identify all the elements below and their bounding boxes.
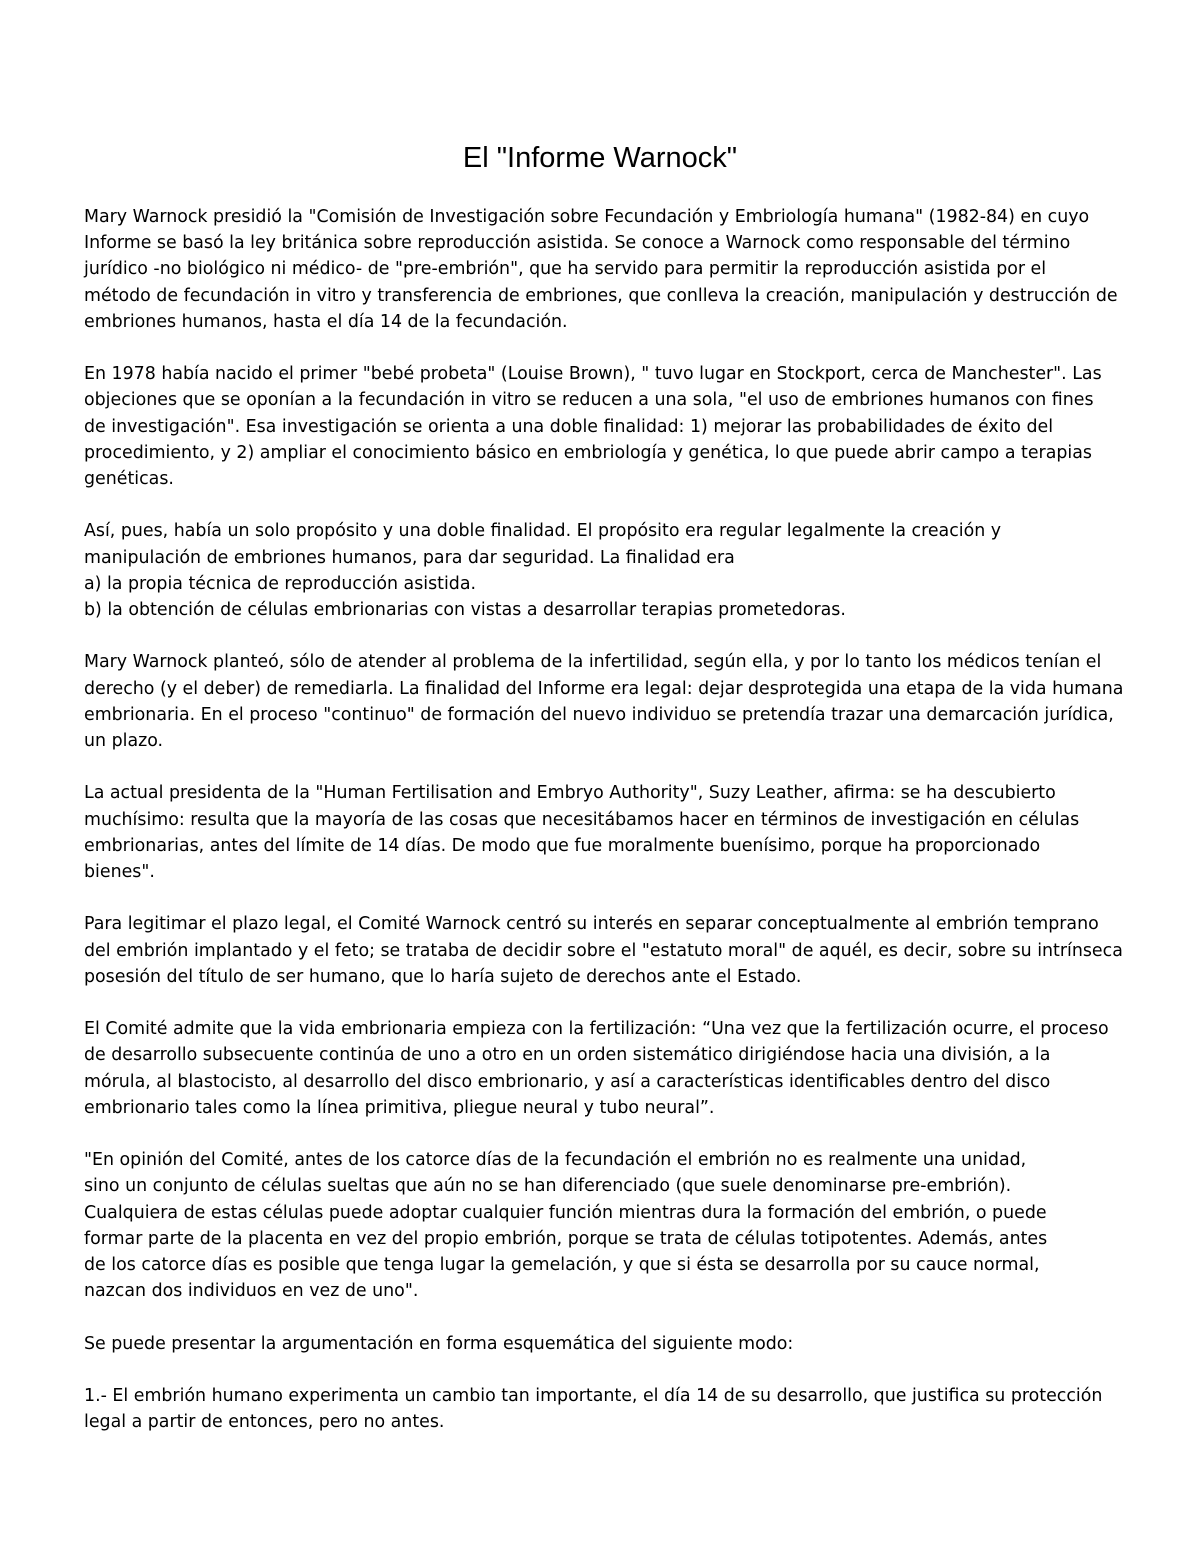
paragraph-line: "En opinión del Comité, antes de los catorce días de la fecundación el embrión no es realmente una unidad, [84, 1150, 1027, 1171]
paragraph-line: método de fecundación in vitro y transferencia de embriones, que conlleva la creación, manipulación y destrucción de [84, 285, 1118, 306]
paragraph-line: manipulación de embriones humanos, para dar seguridad. La finalidad era [84, 547, 735, 568]
paragraph-line: de desarrollo subsecuente continúa de uno a otro en un orden sistemático dirigiéndose hacia una división, a la [84, 1045, 1051, 1066]
paragraph-4 [84, 649, 1129, 754]
paragraph-1 [84, 204, 1129, 335]
paragraph-line: Mary Warnock planteó, sólo de atender al problema de la infertilidad, según ella, y por lo tanto los médicos tenían el [84, 652, 1102, 673]
paragraph-line: mórula, al blastocisto, al desarrollo del disco embrionario, y así a características identificables dentro del disco [84, 1071, 1051, 1092]
paragraph-line: muchísimo: resulta que la mayoría de las cosas que necesitábamos hacer en términos de investigación en células [84, 809, 1080, 830]
paragraph-line: a) la propia técnica de reproducción asistida. [84, 573, 477, 594]
paragraph-line: derecho (y el deber) de remediarla. La finalidad del Informe era legal: dejar desprotegida una etapa de la vida humana [84, 678, 1124, 699]
paragraph-10 [84, 1383, 1129, 1435]
paragraph-line: embrionarias, antes del límite de 14 días. De modo que fue moralmente buenísimo, porque ha proporcionado [84, 835, 1041, 856]
paragraph-line: Así, pues, había un solo propósito y una doble finalidad. El propósito era regular legalmente la creación y [84, 521, 1002, 542]
paragraph-line: La actual presidenta de la "Human Fertilisation and Embryo Authority", Suzy Leather, afirma: se ha descubierto [84, 783, 1056, 804]
paragraph-line: genéticas. [84, 469, 174, 490]
paragraph-line: de investigación". Esa investigación se orienta a una doble finalidad: 1) mejorar las probabilidades de éxito del [84, 416, 1054, 437]
paragraph-line: embriones humanos, hasta el día 14 de la fecundación. [84, 311, 568, 332]
document-title: El "Informe Warnock" [462, 142, 738, 174]
paragraph-line: posesión del título de ser humano, que lo haría sujeto de derechos ante el Estado. [84, 966, 802, 987]
paragraph-line: bienes". [84, 862, 155, 883]
paragraph-line: Informe se basó la ley británica sobre reproducción asistida. Se conoce a Warnock como responsable del término [84, 233, 1071, 254]
paragraph-line: un plazo. [84, 731, 164, 752]
paragraph-5 [84, 780, 1129, 885]
document-body [84, 204, 1129, 1462]
paragraph-line: Para legitimar el plazo legal, el Comité Warnock centró su interés en separar conceptualmente al embrión temprano [84, 914, 1099, 935]
paragraph-line: de los catorce días es posible que tenga lugar la gemelación, y que si ésta se desarrolla por su cauce normal, [84, 1255, 1040, 1276]
paragraph-line: procedimiento, y 2) ampliar el conocimiento básico en embriología y genética, lo que puede abrir campo a terapias [84, 442, 1092, 463]
paragraph-8 [84, 1147, 1129, 1304]
paragraph-3 [84, 518, 1129, 623]
paragraph-line: Cualquiera de estas células puede adoptar cualquier función mientras dura la formación del embrión, o puede [84, 1202, 1047, 1223]
paragraph-6 [84, 911, 1129, 990]
paragraph-line: objeciones que se oponían a la fecundación in vitro se reducen a una sola, "el uso de embriones humanos con fines [84, 390, 1094, 411]
paragraph-line: Mary Warnock presidió la "Comisión de Investigación sobre Fecundación y Embriología humana" (1982-84) en cuyo [84, 207, 1090, 227]
paragraph-line: formar parte de la placenta en vez del propio embrión, porque se trata de células totipotentes. Además, antes [84, 1228, 1048, 1249]
paragraph-2 [84, 361, 1129, 492]
paragraph-line: jurídico -no biológico ni médico- de "pre-embrión", que ha servido para permitir la reproducción asistida por el [84, 259, 1047, 280]
paragraph-line: nazcan dos individuos en vez de uno". [84, 1281, 419, 1302]
paragraph-line: El Comité admite que la vida embrionaria empieza con la fertilización: “Una vez que la fertilización ocurre, el proceso [84, 1019, 1109, 1040]
paragraph-line: En 1978 había nacido el primer "bebé probeta" (Louise Brown), " tuvo lugar en Stockport, cerca de Manchester". Las [84, 364, 1102, 385]
paragraph-9 [84, 1331, 1129, 1357]
paragraph-line: legal a partir de entonces, pero no antes. [84, 1412, 445, 1433]
paragraph-7 [84, 1016, 1129, 1121]
paragraph-line: del embrión implantado y el feto; se trataba de decidir sobre el "estatuto moral" de aquél, es decir, sobre su intrínseca [84, 940, 1123, 961]
paragraph-line: Se puede presentar la argumentación en forma esquemática del siguiente modo: [84, 1333, 794, 1354]
paragraph-line: b) la obtención de células embrionarias con vistas a desarrollar terapias prometedoras. [84, 600, 846, 621]
paragraph-line: sino un conjunto de células sueltas que aún no se han diferenciado (que suele denominarse pre-embrión). [84, 1176, 1012, 1197]
paragraph-line: embrionario tales como la línea primitiva, pliegue neural y tubo neural”. [84, 1097, 715, 1118]
paragraph-line: embrionaria. En el proceso "continuo" de formación del nuevo individuo se pretendía trazar una demarcación jurídica, [84, 704, 1114, 725]
paragraph-line: 1.- El embrión humano experimenta un cambio tan importante, el día 14 de su desarrollo, que justifica su protección [84, 1386, 1103, 1406]
